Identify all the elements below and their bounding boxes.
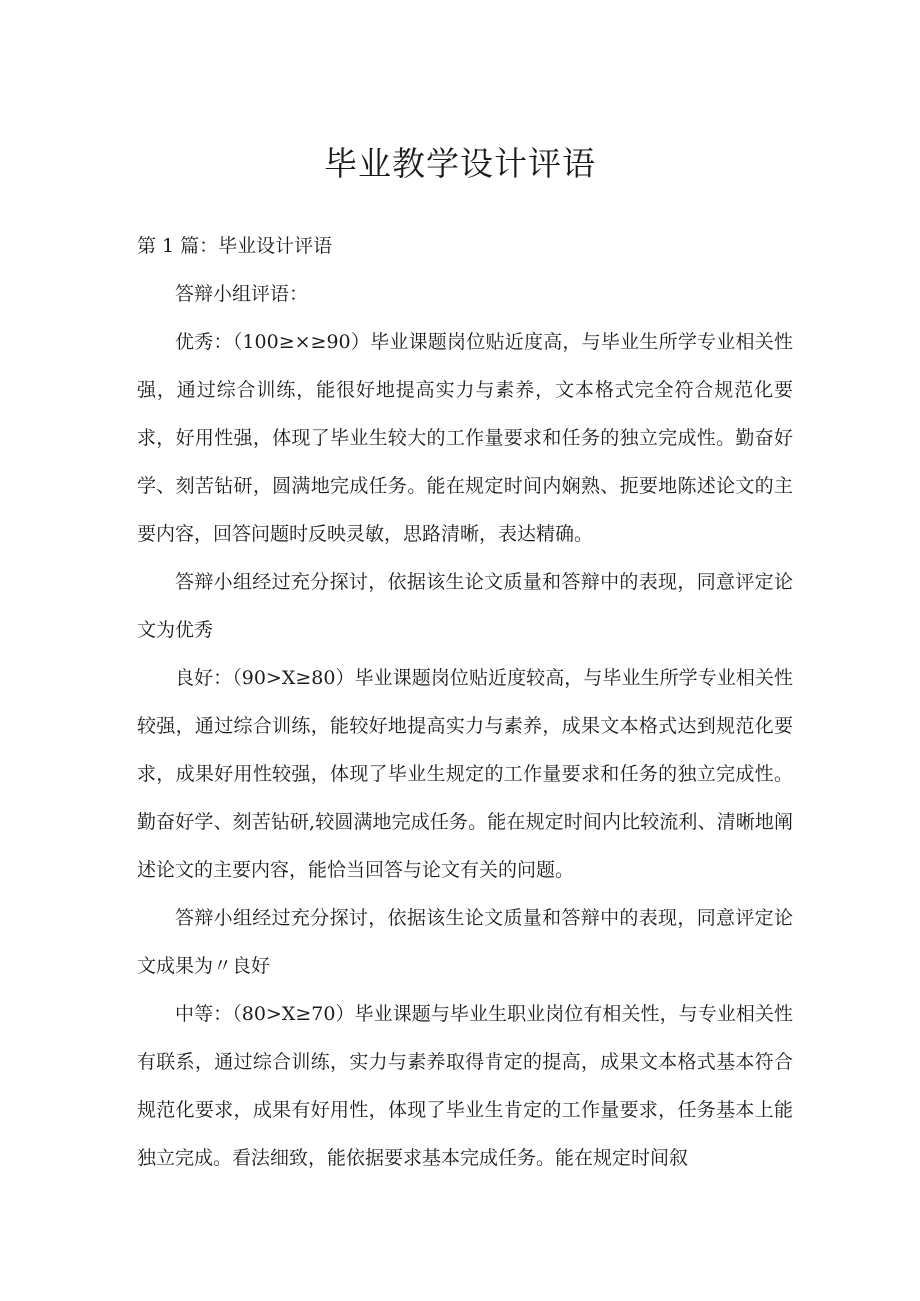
section-heading: 第 1 篇：毕业设计评语: [137, 235, 333, 257]
document-title: 毕业教学设计评语: [324, 144, 596, 183]
paragraph-excellent-criteria: 优秀：（100≥×≥90）毕业课题岗位贴近度高，与毕业生所学专业相关性强，通过综合训练，能很好地提高实力与素养，文本格式完全符合规范化要求，好用性强，体现了毕业生较大的工作量要求和任务的独立完成性。勤奋好学、刻苦钻研，圆满地完成任务。能在规定时间内娴熟、扼要地陈述论文的主要内容，回答问题时反映灵敏，思路清晰，表达精确。: [137, 331, 793, 545]
paragraph-committee-comment-label: 答辩小组评语：: [175, 283, 309, 305]
paragraph-good-criteria: 良好：（90>X≥80）毕业课题岗位贴近度较高，与毕业生所学专业相关性较强，通过综合训练，能较好地提高实力与素养，成果文本格式达到规范化要求，成果好用性较强，体现了毕业生规定的工作量要求和任务的独立完成性。勤奋好学、刻苦钻研,较圆满地完成任务。能在规定时间内比较流利、清晰地阐述论文的主要内容，能恰当回答与论文有关的问题。: [137, 667, 793, 881]
document-body: [137, 222, 793, 1182]
paragraph-average-criteria: 中等：（80>X≥70）毕业课题与毕业生职业岗位有相关性，与专业相关性有联系，通过综合训练，实力与素养取得肯定的提高，成果文本格式基本符合规范化要求，成果有好用性，体现了毕业生肯定的工作量要求，任务基本上能独立完成。看法细致，能依据要求基本完成任务。能在规定时间叙: [137, 1003, 793, 1169]
paragraph-good-conclusion: 答辩小组经过充分探讨，依据该生论文质量和答辩中的表现，同意评定论文成果为〃良好: [137, 907, 793, 977]
paragraph-excellent-conclusion: 答辩小组经过充分探讨，依据该生论文质量和答辩中的表现，同意评定论文为优秀: [137, 571, 793, 641]
